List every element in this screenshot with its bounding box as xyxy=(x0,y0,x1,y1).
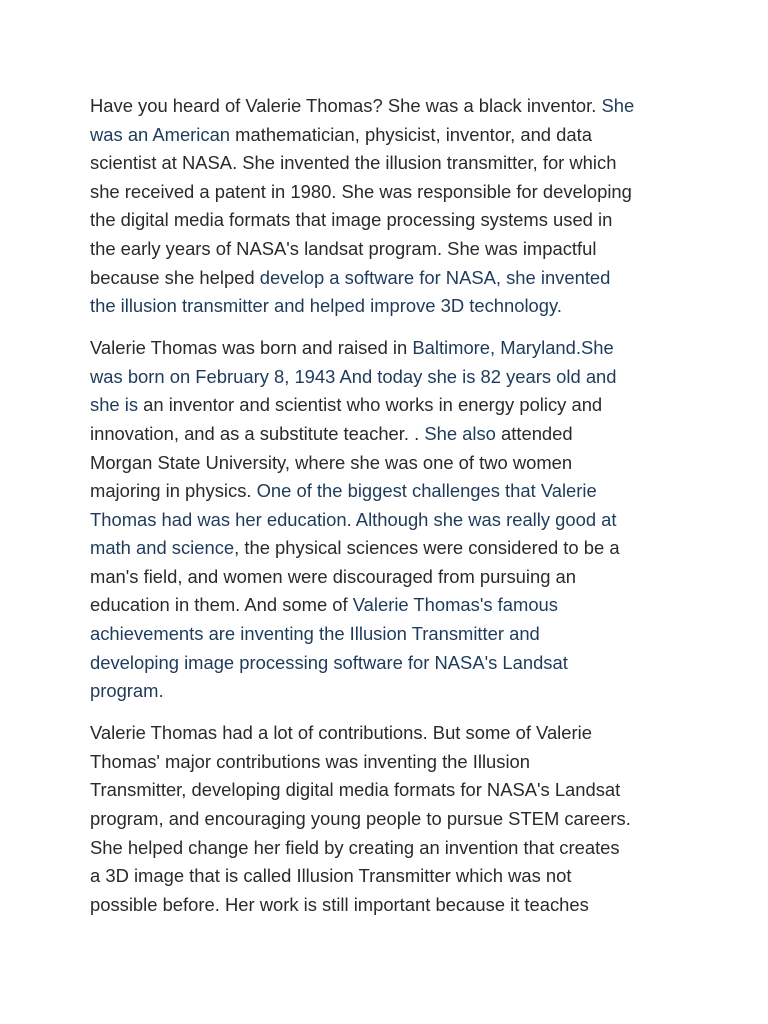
text-run: mathematician, physicist, inventor, and data xyxy=(230,123,592,145)
text-run: scientist at NASA. She invented the illusion transmitter, for which xyxy=(90,152,617,174)
text-line xyxy=(90,477,678,506)
text-line xyxy=(90,235,678,264)
text-run: Thomas' major contributions was inventing the Illusion xyxy=(90,750,530,772)
text-line xyxy=(90,264,678,293)
text-line xyxy=(90,449,678,478)
highlighted-text-run: She also xyxy=(424,422,496,444)
text-line xyxy=(90,363,678,392)
text-run: the digital media formats that image processing systems used in xyxy=(90,209,613,231)
text-line xyxy=(90,620,678,649)
text-line xyxy=(90,149,678,178)
text-run: majoring in physics. xyxy=(90,480,257,502)
text-line xyxy=(90,748,678,777)
highlighted-text-run: Thomas had was her education. Although she was really good at xyxy=(90,508,617,530)
text-line xyxy=(90,121,678,150)
text-run: man's field, and women were discouraged from pursuing an xyxy=(90,565,577,587)
text-run: Morgan State University, where she was one of two women xyxy=(90,451,573,473)
text-run: Have you heard of Valerie Thomas? She was a black inventor. xyxy=(90,95,602,116)
text-line xyxy=(90,677,678,706)
text-run: She helped change her field by creating an invention that creates xyxy=(90,836,620,858)
text-line xyxy=(90,334,678,363)
text-line xyxy=(90,420,678,449)
highlighted-text-run: One of the biggest challenges that Valerie xyxy=(256,480,597,502)
text-run: the early years of NASA's landsat program. She was impactful xyxy=(90,237,597,259)
text-line xyxy=(90,776,678,805)
text-line xyxy=(90,649,678,678)
text-line xyxy=(90,534,678,563)
text-line xyxy=(90,862,678,891)
highlighted-text-run: achievements are inventing the Illusion Transmitter and xyxy=(90,623,540,645)
highlighted-text-run: develop a software for NASA, she invented xyxy=(259,266,611,288)
text-line xyxy=(90,891,678,920)
text-run: Valerie Thomas had a lot of contributions. But some of Valerie xyxy=(90,722,592,744)
highlighted-text-run: developing image processing software for NASA's Landsat xyxy=(90,651,568,673)
paragraph-biography xyxy=(90,334,678,706)
highlighted-text-run: program. xyxy=(90,680,164,702)
text-line xyxy=(90,834,678,863)
text-run: education in them. And some of xyxy=(90,594,353,616)
text-line xyxy=(90,805,678,834)
highlighted-text-run: math and science xyxy=(90,537,235,559)
text-run: Valerie Thomas was born and raised in xyxy=(90,337,413,359)
text-run: because she helped xyxy=(90,266,260,288)
text-line xyxy=(90,506,678,535)
text-line xyxy=(90,391,678,420)
text-line xyxy=(90,719,678,748)
text-line xyxy=(90,292,678,321)
text-line xyxy=(90,92,678,121)
highlighted-text-run: She xyxy=(601,95,635,116)
text-run: she received a patent in 1980. She was responsible for developing xyxy=(90,180,632,202)
highlighted-text-run: Baltimore, Maryland.She xyxy=(412,337,614,359)
text-run: a 3D image that is called Illusion Transmitter which was not xyxy=(90,865,572,887)
text-run: an inventor and scientist who works in energy policy and xyxy=(138,394,603,416)
text-run: innovation, and as a substitute teacher. . xyxy=(90,422,425,444)
text-run: attended xyxy=(495,422,573,444)
text-line xyxy=(90,591,678,620)
text-run: Transmitter, developing digital media formats for NASA's Landsat xyxy=(90,779,621,801)
highlighted-text-run: was born on February 8, 1943 And today she is 82 years old and xyxy=(90,365,617,387)
highlighted-text-run: was an American xyxy=(90,123,231,145)
paragraph-intro xyxy=(90,92,678,321)
text-line xyxy=(90,563,678,592)
text-run: program, and encouraging young people to pursue STEM careers. xyxy=(90,808,631,830)
highlighted-text-run: she is xyxy=(90,394,139,416)
text-run: , the physical sciences were considered to be a xyxy=(234,537,620,559)
highlighted-text-run: the illusion transmitter and helped improve 3D technology. xyxy=(90,295,562,317)
highlighted-text-run: Valerie Thomas's famous xyxy=(352,594,558,616)
text-line xyxy=(90,178,678,207)
text-run: possible before. Her work is still important because it teaches xyxy=(90,893,589,915)
text-line xyxy=(90,206,678,235)
paragraph-contributions xyxy=(90,719,678,919)
